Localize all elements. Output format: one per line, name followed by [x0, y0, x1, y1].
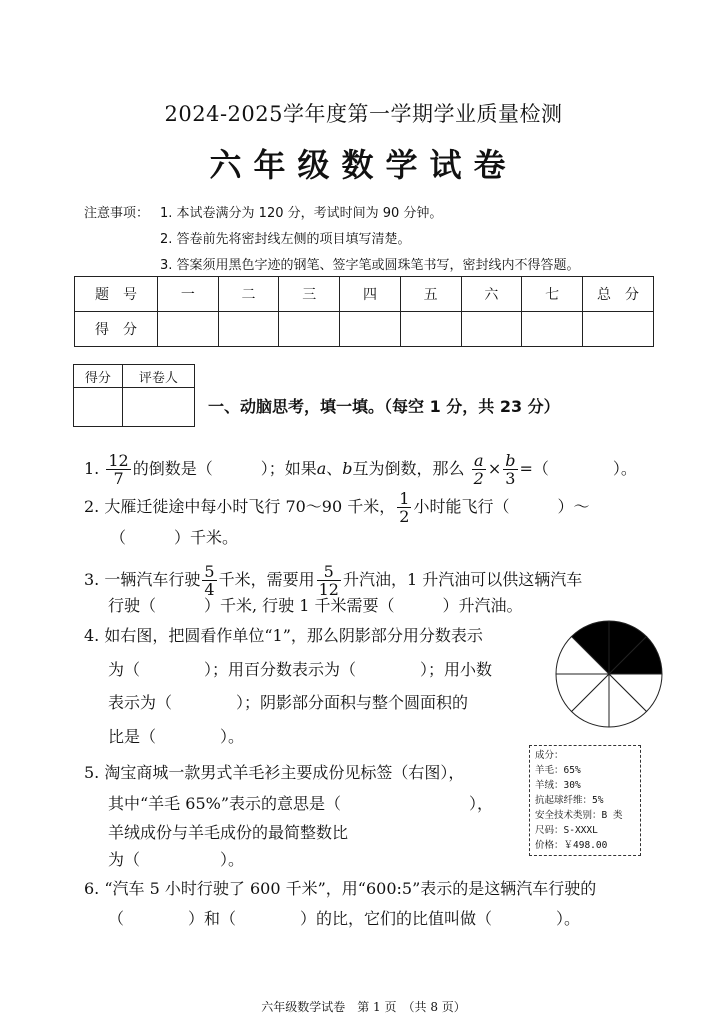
exam-subtitle: 2024-2025学年度第一学期学业质量检测: [164, 102, 563, 126]
question-2-line-2: （ ）千米。: [110, 528, 239, 547]
fraction-5-4: $\frac{5}{4}$: [204, 562, 215, 599]
grader-name-cell: [122, 388, 194, 427]
exam-title: 六年级数学试卷: [209, 146, 518, 184]
note-item-2: 2. 答卷前先将密封线左侧的项目填写清楚。: [160, 232, 411, 247]
grader-box: [73, 364, 195, 427]
tag-line: 羊毛：65%: [535, 765, 581, 776]
score-header-4: 四: [340, 277, 401, 312]
question-3: 3. 一辆汽车行驶 $\frac{5}{4}$ 千米，需要用 $\frac{5}{12}$ 升汽油，1 升汽油可以供这辆汽车: [84, 562, 583, 599]
question-4-line-4: 比是（ ）。: [108, 727, 245, 746]
grader-name-label: 评卷人: [122, 365, 194, 388]
grader-score-label: 得分: [74, 365, 123, 388]
score-cell: [461, 312, 522, 347]
question-1: 1. $\frac{12}{7}$ 的倒数是（ ）；如果a、b互为倒数，那么 $\frac{a}{2}$ × $\frac{b}{3}$ =（ ）。: [84, 451, 637, 488]
clothing-tag-label: [529, 745, 641, 856]
fraction-12-7: $\frac{12}{7}$: [108, 451, 129, 488]
fraction-b-3: $\frac{b}{3}$: [505, 451, 516, 488]
score-cell: [158, 312, 219, 347]
question-6-line-2: （ ）和（ ）的比，它们的比值叫做（ ）。: [108, 909, 581, 928]
question-4: 4. 如右图，把圆看作单位“1”，那么阴影部分用分数表示: [84, 626, 483, 645]
score-cell: [218, 312, 279, 347]
tag-line: 尺码：S-XXXL: [535, 825, 598, 836]
grader-score-cell: [74, 388, 123, 427]
page-footer: 六年级数学试卷 第 1 页 （共 8 页）: [261, 1000, 466, 1014]
fraction-5-12: $\frac{5}{12}$: [318, 562, 339, 599]
score-cell: [583, 312, 654, 347]
pie-chart-figure: [553, 618, 665, 730]
question-4-line-3: 表示为（ ）；阴影部分面积与整个圆面积的: [108, 693, 469, 712]
score-header-2: 二: [218, 277, 279, 312]
tag-line: 抗起球纤维：5%: [535, 795, 604, 806]
question-5-line-4: 为（ ）。: [108, 850, 245, 869]
score-table: [74, 276, 654, 347]
section-1-title: 一、动脑思考，填一填。（每空 1 分，共 23 分）: [208, 397, 560, 416]
question-3-line-2: 行驶（ ）千米, 行驶 1 千米需要（ ）升汽油。: [108, 596, 523, 615]
question-5: 5. 淘宝商城一款男式羊毛衫主要成份见标签（右图），: [84, 763, 465, 782]
tag-line: 羊绒：30%: [535, 780, 581, 791]
tag-line: 成分：: [535, 750, 564, 761]
score-cell: [279, 312, 340, 347]
note-item-1: 1. 本试卷满分为 120 分，考试时间为 90 分钟。: [160, 206, 443, 221]
question-4-line-2: 为（ ）；用百分数表示为（ ）；用小数: [108, 660, 493, 679]
question-1-number: 1.: [84, 459, 100, 478]
tag-line: 安全技术类别：B 类: [535, 810, 623, 821]
score-header-7: 七: [522, 277, 583, 312]
notes-label: 注意事项：: [84, 206, 150, 221]
score-header-question: 题 号: [75, 277, 158, 312]
score-row-label: 得 分: [75, 312, 158, 347]
score-header-5: 五: [400, 277, 461, 312]
question-6: 6. “汽车 5 小时行驶了 600 千米”，用“600:5”表示的是这辆汽车行驶的: [84, 879, 597, 898]
score-header-total: 总 分: [583, 277, 654, 312]
tag-line: 价格：￥498.00: [535, 840, 608, 851]
note-item-3: 3. 答案须用黑色字迹的钢笔、签字笔或圆珠笔书写，密封线内不得答题。: [160, 258, 580, 273]
score-cell: [340, 312, 401, 347]
score-cell: [400, 312, 461, 347]
question-5-line-3: 羊绒成份与羊毛成份的最简整数比: [108, 823, 349, 842]
fraction-a-2: $\frac{a}{2}$: [473, 451, 484, 488]
fraction-1-2: $\frac{1}{2}$: [399, 489, 410, 526]
score-cell: [522, 312, 583, 347]
question-5-line-2: 其中“羊毛 65%”表示的意思是（ ），: [108, 794, 494, 813]
score-header-1: 一: [158, 277, 219, 312]
score-header-6: 六: [461, 277, 522, 312]
score-header-3: 三: [279, 277, 340, 312]
question-2: 2. 大雁迁徙途中每小时飞行 70～90 千米， $\frac{1}{2}$ 小时能飞行（ ）～: [84, 489, 590, 526]
